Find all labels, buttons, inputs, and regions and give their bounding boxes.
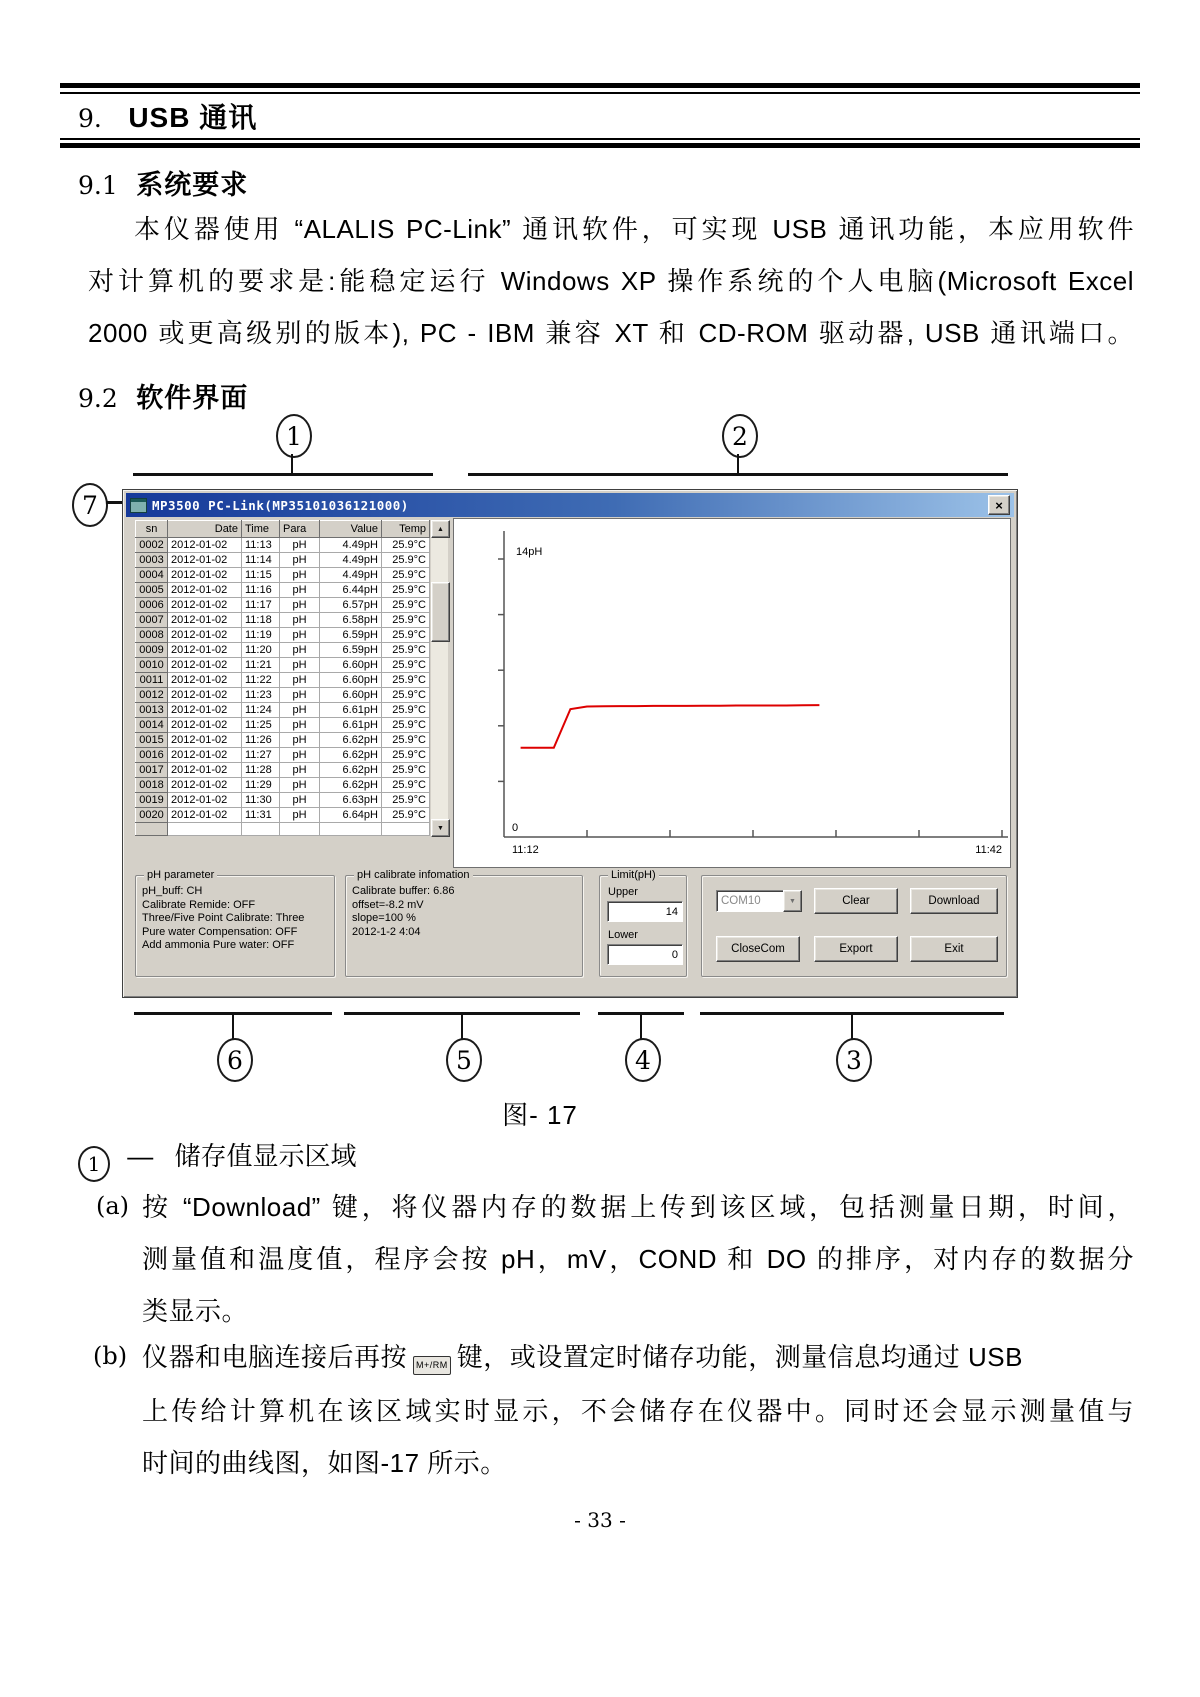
table-cell[interactable]: 25.9°C <box>382 718 430 733</box>
subsection-9-1-number: 9.1 <box>78 171 118 200</box>
table-cell[interactable]: 25.9°C <box>382 658 430 673</box>
callout-1-label: 1 <box>286 421 302 451</box>
callout-4 <box>625 1038 661 1082</box>
table-cell[interactable]: 0014 <box>136 718 168 733</box>
ph-calibrate-line: Calibrate buffer: 6.86 <box>352 885 455 897</box>
table-cell[interactable]: pH <box>280 808 320 823</box>
table-cell[interactable]: pH <box>280 553 320 568</box>
table-cell[interactable]: 2012-01-02 <box>168 778 242 793</box>
callout-5 <box>446 1038 482 1082</box>
paragraph-line: 本仪器使用 “ALALIS PC-Link” 通讯软件，可实现 USB 通讯功能，本应用软件 <box>134 214 1134 244</box>
table-cell[interactable]: 2012-01-02 <box>168 583 242 598</box>
table-cell[interactable]: 6.61pH <box>320 703 382 718</box>
table-cell[interactable]: 6.62pH <box>320 733 382 748</box>
table-cell[interactable]: 2012-01-02 <box>168 808 242 823</box>
list-item-1-text: 储存值显示区域 <box>174 1141 357 1171</box>
item-a-line1: 按 “Download” 键，将仪器内存的数据上传到该区域，包括测量日期，时间， <box>142 1192 1134 1222</box>
subsection-9-1-title: 系统要求 <box>136 170 249 200</box>
table-cell[interactable]: 11:22 <box>242 673 280 688</box>
col-header-time[interactable]: Time <box>242 521 280 538</box>
callout-4-stem <box>640 1015 642 1039</box>
table-cell[interactable]: 6.57pH <box>320 598 382 613</box>
table-cell[interactable]: pH <box>280 718 320 733</box>
list-item-1-digit: 1 <box>87 1152 101 1176</box>
table-cell[interactable]: 25.9°C <box>382 703 430 718</box>
table-cell[interactable]: 0013 <box>136 703 168 718</box>
callout-5-label: 5 <box>456 1045 472 1075</box>
table-row-empty <box>136 823 430 836</box>
table-cell[interactable]: 11:23 <box>242 688 280 703</box>
table-row[interactable] <box>136 763 430 778</box>
ph-calibrate-line: offset=-8.2 mV <box>352 898 424 911</box>
table-cell[interactable]: 11:16 <box>242 583 280 598</box>
callout-1-line <box>133 473 433 476</box>
trend-chart <box>454 519 1008 865</box>
table-cell[interactable]: 25.9°C <box>382 553 430 568</box>
table-cell[interactable]: pH <box>280 688 320 703</box>
table-cell[interactable]: 25.9°C <box>382 613 430 628</box>
callout-5-stem <box>461 1015 463 1039</box>
controls-group <box>701 875 1007 977</box>
subsection-9-2-title: 软件界面 <box>136 383 249 413</box>
table-cell[interactable]: 2012-01-02 <box>168 643 242 658</box>
table-cell[interactable]: 11:29 <box>242 778 280 793</box>
col-header-temp[interactable]: Temp <box>382 521 430 538</box>
window-title: MP3500 PC-Link(MP35101036121000) <box>152 497 409 513</box>
table-cell[interactable]: 6.60pH <box>320 688 382 703</box>
callout-6 <box>217 1038 253 1082</box>
item-b-line1 <box>142 1340 1142 1375</box>
close-button[interactable] <box>988 495 1010 515</box>
rule-bottom-thin <box>60 138 1140 140</box>
callout-7-label: 7 <box>82 490 98 520</box>
table-row[interactable] <box>136 628 430 643</box>
table-cell[interactable]: 11:28 <box>242 763 280 778</box>
trend-chart-panel <box>453 518 1011 868</box>
m-rm-key-icon: M+/RM <box>413 1356 451 1375</box>
col-header-value[interactable]: Value <box>320 521 382 538</box>
item-a-label: (a) <box>96 1192 130 1220</box>
combo-dropdown-button[interactable] <box>783 890 802 912</box>
table-cell[interactable]: 11:25 <box>242 718 280 733</box>
table-cell[interactable]: pH <box>280 583 320 598</box>
com-port-value: COM10 <box>716 890 783 912</box>
table-row[interactable] <box>136 568 430 583</box>
table-cell[interactable]: 25.9°C <box>382 748 430 763</box>
table-cell[interactable]: 0019 <box>136 793 168 808</box>
table-cell[interactable]: pH <box>280 778 320 793</box>
table-cell[interactable]: 11:27 <box>242 748 280 763</box>
table-cell[interactable]: pH <box>280 748 320 763</box>
subsection-9-2 <box>78 376 248 415</box>
clear-button-label: Clear <box>842 895 870 907</box>
callout-2-label: 2 <box>732 421 748 451</box>
table-cell[interactable]: 25.9°C <box>382 808 430 823</box>
subsection-9-2-number: 9.2 <box>78 384 118 413</box>
table-cell[interactable]: 11:21 <box>242 658 280 673</box>
com-port-combobox[interactable] <box>716 890 802 912</box>
table-row[interactable] <box>136 793 430 808</box>
page-number: - 33 - <box>574 1508 626 1532</box>
table-cell[interactable]: 2012-01-02 <box>168 568 242 583</box>
app-icon <box>130 498 147 513</box>
table-row[interactable] <box>136 733 430 748</box>
table-cell[interactable]: pH <box>280 658 320 673</box>
table-cell[interactable]: 4.49pH <box>320 538 382 553</box>
table-cell[interactable]: 11:15 <box>242 568 280 583</box>
table-cell[interactable]: pH <box>280 568 320 583</box>
table-cell[interactable]: pH <box>280 673 320 688</box>
table-cell[interactable]: 2012-01-02 <box>168 688 242 703</box>
rule-top-thick <box>60 83 1140 88</box>
table-cell[interactable]: 0006 <box>136 598 168 613</box>
table-cell[interactable]: 6.44pH <box>320 583 382 598</box>
section-heading <box>78 96 257 136</box>
table-cell[interactable]: 0007 <box>136 613 168 628</box>
table-cell[interactable]: 6.60pH <box>320 658 382 673</box>
table-cell[interactable]: 0003 <box>136 553 168 568</box>
table-row[interactable] <box>136 778 430 793</box>
list-item-1-number <box>78 1146 110 1182</box>
callout-6-stem <box>232 1015 234 1039</box>
table-cell[interactable]: 11:24 <box>242 703 280 718</box>
callout-6-label: 6 <box>227 1045 243 1075</box>
item-b-label: (b) <box>93 1342 128 1370</box>
table-cell[interactable]: 2012-01-02 <box>168 553 242 568</box>
table-cell[interactable]: 25.9°C <box>382 778 430 793</box>
scroll-up-button[interactable] <box>431 520 450 538</box>
closecom-button-label: CloseCom <box>731 943 785 955</box>
item-a-line2: 测量值和温度值，程序会按 pH，mV，COND 和 DO 的排序，对内存的数据分 <box>142 1244 1134 1274</box>
table-cell[interactable]: 11:18 <box>242 613 280 628</box>
table-cell[interactable]: 6.62pH <box>320 778 382 793</box>
table-cell[interactable]: 0010 <box>136 658 168 673</box>
callout-3 <box>836 1038 872 1082</box>
ph-parameter-line: Three/Five Point Calibrate: Three <box>142 912 305 924</box>
upper-limit-label: Upper <box>608 886 638 898</box>
table-cell[interactable]: 25.9°C <box>382 688 430 703</box>
table-row[interactable] <box>136 688 430 703</box>
table-cell[interactable]: 0009 <box>136 643 168 658</box>
item-b-line2: 上传给计算机在该区域实时显示，不会储存在仪器中。同时还会显示测量值与 <box>142 1396 1134 1426</box>
list-item-1 <box>78 1136 356 1182</box>
ph-parameter-group <box>135 869 335 977</box>
download-button-label: Download <box>928 895 980 907</box>
ph-calibrate-line: 2012-1-2 4:04 <box>352 925 421 938</box>
ph-calibrate-line: slope=100 % <box>352 912 416 924</box>
closecom-button[interactable] <box>716 936 800 962</box>
table-cell[interactable]: pH <box>280 628 320 643</box>
table-cell[interactable]: 11:30 <box>242 793 280 808</box>
col-header-para[interactable]: Para <box>280 521 320 538</box>
ph-parameter-line: Calibrate Remide: OFF <box>142 898 256 911</box>
table-cell[interactable]: 11:17 <box>242 598 280 613</box>
x-axis-end-label: 11:42 <box>975 844 1002 856</box>
table-row[interactable] <box>136 643 430 658</box>
table-cell[interactable]: 6.62pH <box>320 748 382 763</box>
table-cell[interactable]: 0015 <box>136 733 168 748</box>
ph-calibrate-group <box>345 869 583 977</box>
table-cell[interactable]: 0018 <box>136 778 168 793</box>
item-a-line3: 类显示。 <box>142 1296 249 1326</box>
callout-7 <box>72 483 108 527</box>
table-cell[interactable]: 25.9°C <box>382 643 430 658</box>
table-cell[interactable]: 6.58pH <box>320 613 382 628</box>
lower-limit-value: 0 <box>671 948 678 961</box>
table-cell[interactable]: 6.64pH <box>320 808 382 823</box>
table-cell[interactable]: 25.9°C <box>382 583 430 598</box>
table-cell[interactable]: 11:20 <box>242 643 280 658</box>
scroll-down-button[interactable] <box>431 819 450 837</box>
arrow-down-icon: ▼ <box>437 824 444 832</box>
table-cell[interactable]: 11:31 <box>242 808 280 823</box>
table-cell[interactable]: 6.60pH <box>320 673 382 688</box>
lower-limit-label: Lower <box>608 929 638 941</box>
section-number: 9. <box>78 104 102 133</box>
table-cell[interactable]: 2012-01-02 <box>168 793 242 808</box>
table-cell[interactable]: 25.9°C <box>382 538 430 553</box>
paragraph-line: 对计算机的要求是:能稳定运行 Windows XP 操作系统的个人电脑(Microsoft Excel <box>88 266 1134 296</box>
ph-parameter-line: Pure water Compensation: OFF <box>142 925 298 938</box>
table-cell[interactable]: pH <box>280 793 320 808</box>
callout-2 <box>722 414 758 458</box>
table-cell[interactable]: pH <box>280 613 320 628</box>
figure-caption: 图- 17 <box>502 1100 578 1130</box>
exit-button[interactable] <box>910 936 998 962</box>
table-cell[interactable]: pH <box>280 598 320 613</box>
table-cell[interactable]: 25.9°C <box>382 673 430 688</box>
table-header-row <box>136 521 430 538</box>
callout-1-stem <box>291 454 293 474</box>
export-button-label: Export <box>839 943 873 955</box>
chevron-down-icon: ▼ <box>789 897 796 905</box>
table-cell[interactable]: 6.63pH <box>320 793 382 808</box>
table-row[interactable] <box>136 808 430 823</box>
callout-2-stem <box>737 454 739 474</box>
table-cell[interactable]: 11:19 <box>242 628 280 643</box>
table-cell[interactable]: 11:26 <box>242 733 280 748</box>
callout-4-label: 4 <box>635 1045 651 1075</box>
table-cell[interactable]: 2012-01-02 <box>168 763 242 778</box>
y-axis-bottom-label: 0 <box>512 822 519 834</box>
table-row[interactable] <box>136 748 430 763</box>
table-row[interactable] <box>136 538 430 553</box>
axis-ticks <box>498 559 1002 837</box>
limit-group <box>599 869 687 977</box>
table-cell[interactable]: 4.49pH <box>320 553 382 568</box>
rule-top-thin <box>60 92 1140 94</box>
export-button[interactable] <box>814 936 898 962</box>
item-b-line1-pre: 仪器和电脑连接后再按 <box>142 1342 408 1372</box>
callout-2-line <box>468 473 1008 476</box>
item-b-line1-post: 键，或设置定时储存功能，测量信息均通过 USB <box>456 1342 1023 1372</box>
table-cell[interactable]: 0004 <box>136 568 168 583</box>
arrow-up-icon: ▲ <box>437 525 444 533</box>
download-button[interactable] <box>910 888 998 914</box>
table-cell[interactable]: 0016 <box>136 748 168 763</box>
ph-trend-line <box>521 705 820 748</box>
table-cell[interactable]: 2012-01-02 <box>168 613 242 628</box>
table-cell[interactable]: 6.59pH <box>320 628 382 643</box>
table-cell[interactable]: 11:13 <box>242 538 280 553</box>
table-cell[interactable]: 0020 <box>136 808 168 823</box>
table-row[interactable] <box>136 658 430 673</box>
table-cell[interactable]: 0012 <box>136 688 168 703</box>
table-cell[interactable]: pH <box>280 763 320 778</box>
limit-group-title: Limit(pH) <box>608 869 659 881</box>
callout-1 <box>276 414 312 458</box>
rule-bottom-thick <box>60 143 1140 148</box>
table-cell[interactable]: 2012-01-02 <box>168 748 242 763</box>
table-cell[interactable]: 25.9°C <box>382 598 430 613</box>
scrollbar-thumb[interactable] <box>431 582 450 642</box>
list-item-1-dash: — <box>127 1141 154 1171</box>
callout-3-stem <box>851 1015 853 1039</box>
table-cell[interactable]: 25.9°C <box>382 763 430 778</box>
table-cell[interactable]: 25.9°C <box>382 568 430 583</box>
table-cell[interactable]: 2012-01-02 <box>168 658 242 673</box>
y-axis-top-label: 14pH <box>516 546 543 558</box>
table-cell[interactable]: 0008 <box>136 628 168 643</box>
table-row[interactable] <box>136 613 430 628</box>
item-b-line3: 时间的曲线图，如图-17 所示。 <box>142 1448 507 1478</box>
table-cell[interactable]: 2012-01-02 <box>168 718 242 733</box>
table-cell[interactable]: 0011 <box>136 673 168 688</box>
ph-parameter-line: Add ammonia Pure water: OFF <box>142 939 295 951</box>
window-titlebar[interactable] <box>126 493 1014 517</box>
callout-3-label: 3 <box>846 1045 862 1075</box>
table-row[interactable] <box>136 703 430 718</box>
table-cell[interactable]: 6.59pH <box>320 643 382 658</box>
table-scrollbar[interactable] <box>431 520 448 837</box>
table-cell[interactable]: 0005 <box>136 583 168 598</box>
table-row[interactable] <box>136 598 430 613</box>
table-cell[interactable]: 0017 <box>136 763 168 778</box>
close-icon: × <box>995 497 1003 513</box>
table-row[interactable] <box>136 553 430 568</box>
table-cell[interactable]: 11:14 <box>242 553 280 568</box>
ph-parameter-line: pH_buff: CH <box>142 885 203 897</box>
upper-limit-value: 14 <box>665 905 678 918</box>
table-cell[interactable]: 25.9°C <box>382 733 430 748</box>
table-cell[interactable]: 25.9°C <box>382 628 430 643</box>
upper-limit-field[interactable] <box>607 901 683 922</box>
table-cell[interactable]: 2012-01-02 <box>168 598 242 613</box>
ph-parameter-title: pH parameter <box>144 869 217 881</box>
table-cell[interactable]: 6.61pH <box>320 718 382 733</box>
ph-calibrate-title: pH calibrate infomation <box>354 869 473 881</box>
section-title: USB 通讯 <box>128 102 258 133</box>
table-cell[interactable]: 4.49pH <box>320 568 382 583</box>
table-cell[interactable]: 2012-01-02 <box>168 673 242 688</box>
x-axis-start-label: 11:12 <box>512 844 539 856</box>
table-cell[interactable]: pH <box>280 643 320 658</box>
clear-button[interactable] <box>814 888 898 914</box>
table-row[interactable] <box>136 718 430 733</box>
subsection-9-1 <box>78 163 248 202</box>
table-cell[interactable]: 6.62pH <box>320 763 382 778</box>
table-row[interactable] <box>136 583 430 598</box>
table-cell[interactable]: 2012-01-02 <box>168 538 242 553</box>
table-cell[interactable]: pH <box>280 538 320 553</box>
data-log-table <box>135 520 430 836</box>
col-header-sn[interactable]: sn <box>136 521 168 538</box>
lower-limit-field[interactable] <box>607 944 683 965</box>
paragraph-line: 2000 或更高级别的版本), PC - IBM 兼容 XT 和 CD-ROM 驱动器, USB 通讯端口。 <box>88 318 1134 348</box>
table-cell[interactable]: 2012-01-02 <box>168 733 242 748</box>
table-cell[interactable]: 2012-01-02 <box>168 628 242 643</box>
exit-button-label: Exit <box>944 943 964 955</box>
table-row[interactable] <box>136 673 430 688</box>
table-cell[interactable]: 25.9°C <box>382 793 430 808</box>
table-cell[interactable]: 2012-01-02 <box>168 703 242 718</box>
log-table-body <box>136 538 430 836</box>
col-header-date[interactable]: Date <box>168 521 242 538</box>
table-cell[interactable]: pH <box>280 733 320 748</box>
pc-link-window <box>122 489 1018 998</box>
table-cell[interactable]: 0002 <box>136 538 168 553</box>
table-cell[interactable]: pH <box>280 703 320 718</box>
